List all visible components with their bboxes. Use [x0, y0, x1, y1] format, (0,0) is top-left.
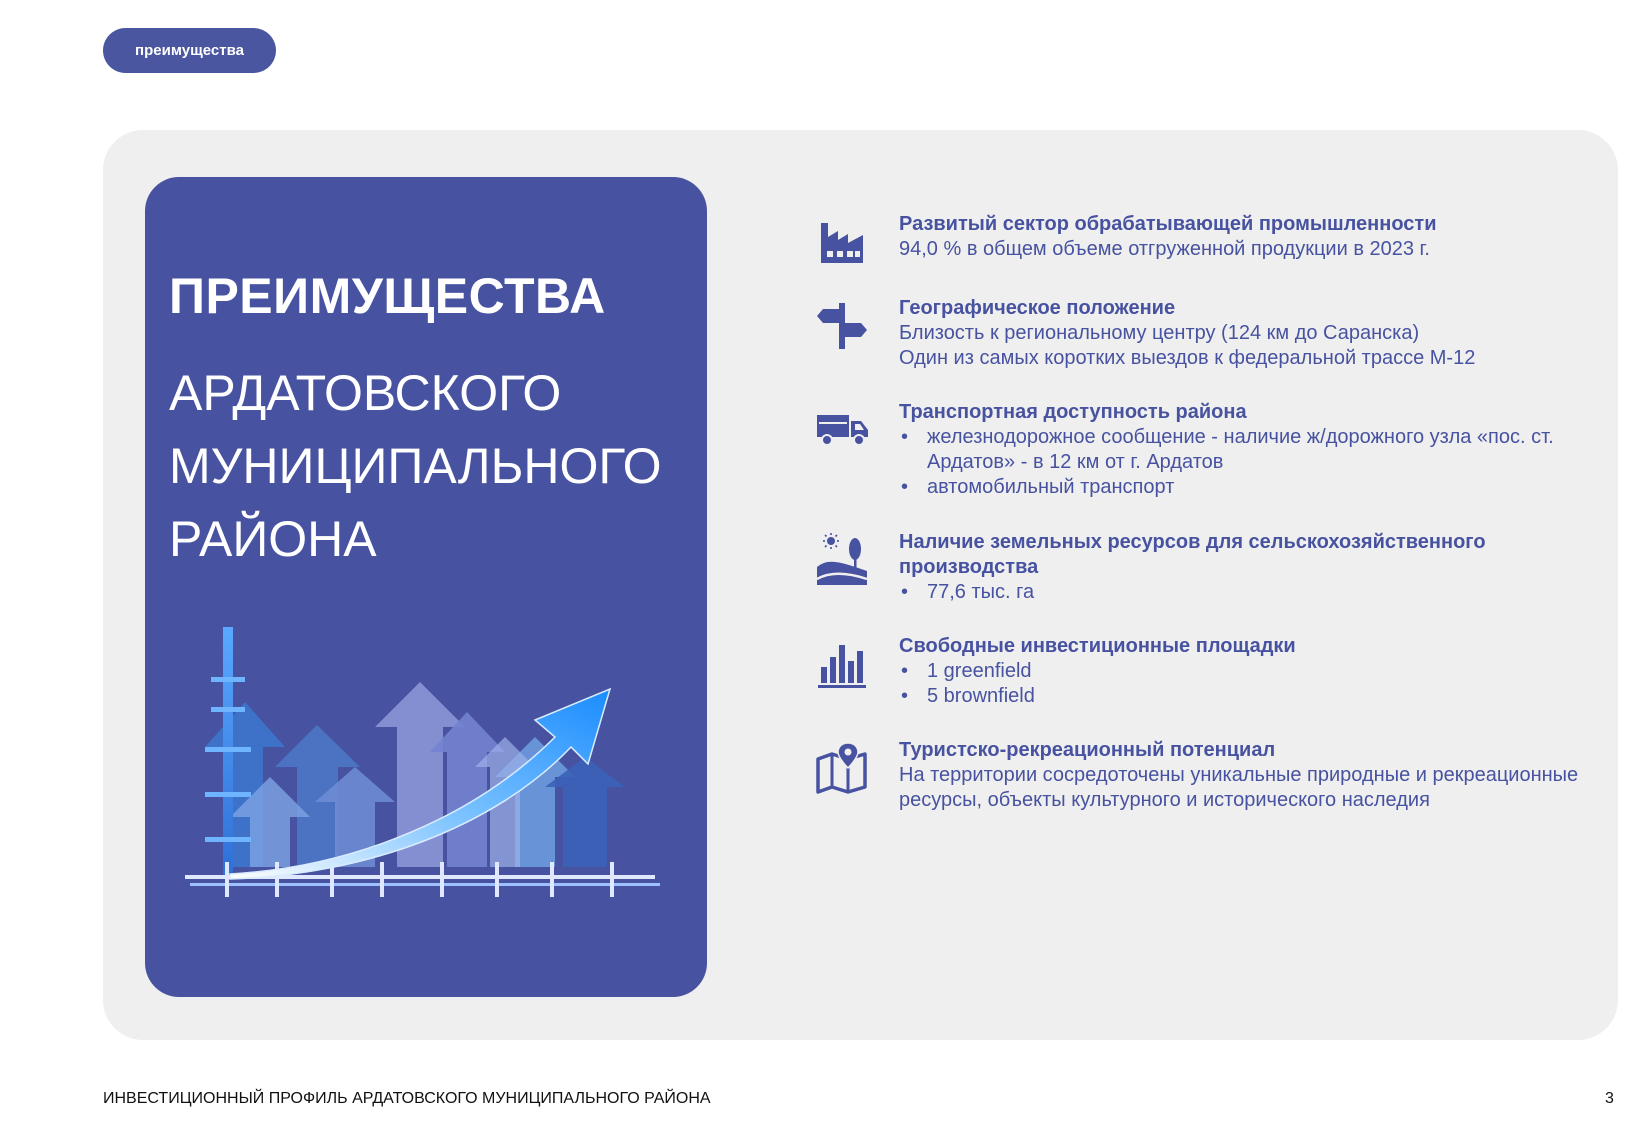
- advantage-text: На территории сосредоточены уникальные природные и рекреационные ресурсы, объекты культурного и исторического наследия: [899, 764, 1579, 811]
- page-number: 3: [1605, 1090, 1614, 1107]
- hero-subtitle-line: МУНИЦИПАЛЬНОГО: [169, 438, 662, 494]
- map-pin-icon: [815, 741, 869, 795]
- truck-icon: [815, 403, 869, 457]
- hero-subtitle: [169, 357, 662, 576]
- advantage-bullet: • железнодорожное сообщение - наличие ж/дорожного узла «пос. ст. Ардатов» - в 12 км от г. Ардатов: [899, 425, 1599, 475]
- advantage-heading: Туристско-рекреационный потенциал: [899, 739, 1276, 761]
- advantage-bullet: • 77,6 тыс. га: [899, 580, 1599, 605]
- advantage-heading: Свободные инвестиционные площадки: [899, 635, 1296, 657]
- advantage-bullet: • 5 brownfield: [899, 684, 1599, 709]
- bar-chart-icon: [815, 637, 869, 691]
- factory-icon: [815, 215, 869, 269]
- hero-title: ПРЕИМУЩЕСТВА: [169, 268, 606, 324]
- hero-subtitle-line: АРДАТОВСКОГО: [169, 365, 562, 421]
- advantage-text: Близость к региональному центру (124 км до Саранска): [899, 322, 1420, 344]
- section-tag: преимущества: [103, 28, 276, 73]
- growth-arrows-illustration: [175, 617, 675, 907]
- landscape-icon: [815, 533, 869, 587]
- hero-subtitle-line: РАЙОНА: [169, 511, 377, 567]
- hero-card: [145, 177, 707, 997]
- advantage-bullet: • автомобильный транспорт: [899, 475, 1599, 500]
- signpost-icon: [815, 299, 869, 353]
- advantage-heading: Развитый сектор обрабатывающей промышленности: [899, 213, 1437, 235]
- advantage-text: 94,0 % в общем объеме отгруженной продукции в 2023 г.: [899, 238, 1430, 260]
- footer-title: ИНВЕСТИЦИОННЫЙ ПРОФИЛЬ АРДАТОВСКОГО МУНИЦИПАЛЬНОГО РАЙОНА: [103, 1090, 711, 1107]
- advantage-bullet: • 1 greenfield: [899, 659, 1599, 684]
- advantage-text: Один из самых коротких выездов к федеральной трассе М-12: [899, 347, 1476, 369]
- advantage-heading: Транспортная доступность района: [899, 401, 1247, 423]
- advantage-heading: Географическое положение: [899, 297, 1176, 319]
- advantage-heading: Наличие земельных ресурсов для сельскохозяйственного производства: [899, 531, 1486, 578]
